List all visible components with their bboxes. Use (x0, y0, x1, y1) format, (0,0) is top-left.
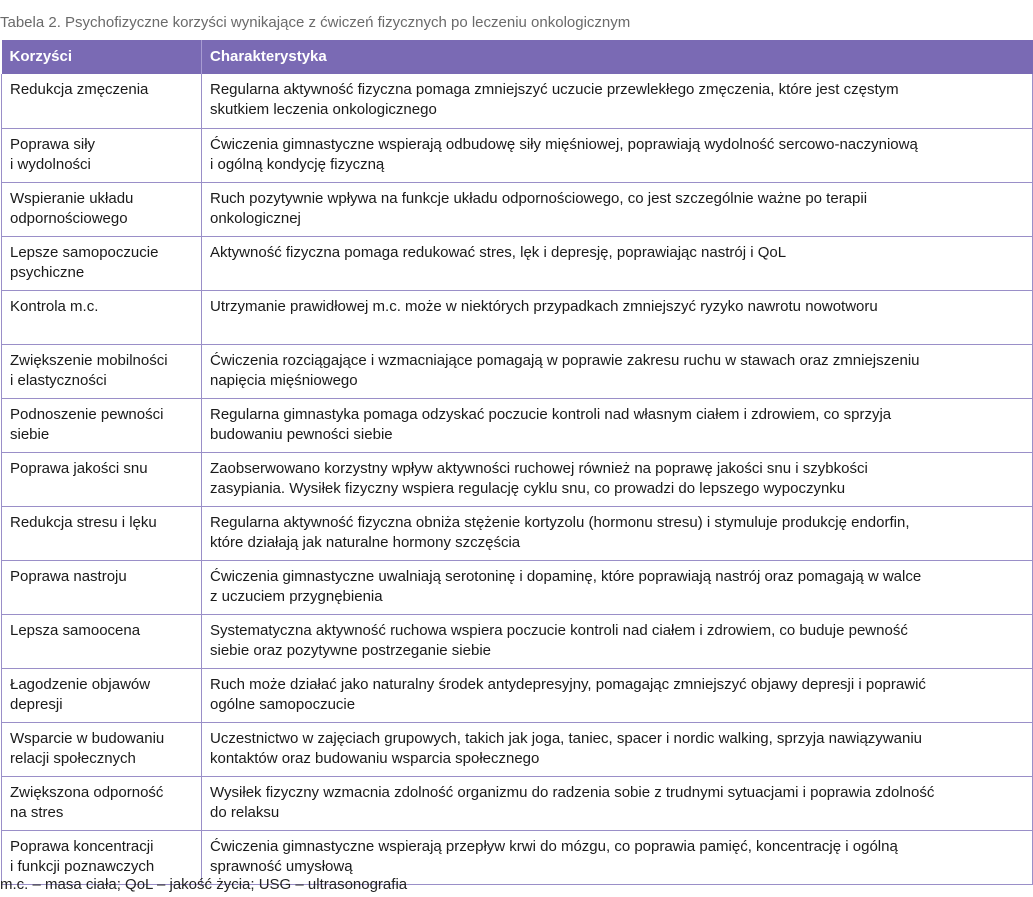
benefit-cell (2, 182, 202, 236)
characteristic-line: ogólne samopoczucie (210, 695, 356, 713)
header-characteristics: Charakterystyka (202, 40, 1033, 74)
benefit-cell (2, 668, 202, 722)
benefit-line: Poprawa koncentracji (10, 837, 154, 855)
benefit-line: Redukcja zmęczenia (10, 81, 149, 98)
benefit-cell (2, 722, 202, 776)
table-row (2, 74, 1033, 128)
benefit-line: relacji społecznych (10, 749, 136, 767)
table-caption: Tabela 2. Psychofizyczne korzyści wynikające z ćwiczeń fizycznych po leczeniu onkologicznym (0, 14, 631, 31)
characteristic-cell (202, 776, 1033, 830)
table-row (2, 290, 1033, 344)
characteristic-line: i ogólną kondycję fizyczną (210, 155, 385, 173)
table-row (2, 452, 1033, 506)
benefit-cell (2, 398, 202, 452)
table-row (2, 668, 1033, 722)
characteristic-line: Utrzymanie prawidłowej m.c. może w niektórych przypadkach zmniejszyć ryzyko nawrotu nowotworu (210, 297, 878, 315)
benefit-line: Poprawa siły (10, 135, 96, 153)
characteristic-line: z uczuciem przygnębienia (210, 587, 383, 605)
benefit-line: Lepsze samopoczucie (10, 243, 159, 261)
characteristic-line: Regularna gimnastyka pomaga odzyskać poczucie kontroli nad własnym ciałem i zdrowiem, co sprzyja (210, 405, 892, 423)
benefit-line: siebie (10, 425, 50, 443)
benefit-line: Wsparcie w budowaniu (10, 729, 165, 747)
characteristic-line: Wysiłek fizyczny wzmacnia zdolność organizmu do radzenia sobie z trudnymi sytuacjami i poprawia zdolność (210, 783, 935, 801)
benefit-line: odpornościowego (10, 209, 128, 227)
characteristic-line: sprawność umysłową (210, 857, 353, 875)
characteristic-line: kontaktów oraz budowaniu wsparcia społecznego (210, 749, 540, 767)
header-benefits: Korzyści (2, 40, 202, 74)
table-row (2, 506, 1033, 560)
table-row (2, 614, 1033, 668)
table-row (2, 128, 1033, 182)
benefit-line: na stres (10, 803, 64, 821)
characteristic-cell (202, 506, 1033, 560)
characteristic-line: Ćwiczenia rozciągające i wzmacniające pomagają w poprawie zakresu ruchu w stawach oraz zmniejszeniu (210, 351, 920, 369)
benefit-line: Wspieranie układu (10, 189, 134, 207)
benefit-line: Lepsza samoocena (10, 621, 141, 639)
table-row (2, 560, 1033, 614)
characteristic-cell (202, 668, 1033, 722)
characteristic-line: Ćwiczenia gimnastyczne wspierają odbudowę siły mięśniowej, poprawiają wydolność sercowo-naczyniową (210, 135, 918, 153)
benefit-line: i elastyczności (10, 371, 107, 389)
characteristic-line: Ruch może działać jako naturalny środek antydepresyjny, pomagając zmniejszyć objawy depresji i poprawić (210, 675, 926, 693)
characteristic-line: napięcia mięśniowego (210, 371, 358, 389)
table-header-row (2, 40, 1033, 74)
benefit-cell (2, 290, 202, 344)
benefit-cell (2, 560, 202, 614)
characteristic-line: Ruch pozytywnie wpływa na funkcje układu odpornościowego, co jest szczególnie ważne po terapii (210, 189, 868, 207)
characteristic-cell (202, 290, 1033, 344)
characteristic-line: budowaniu pewności siebie (210, 425, 393, 443)
characteristic-cell (202, 452, 1033, 506)
benefit-line: Kontrola m.c. (10, 297, 99, 315)
characteristic-line: skutkiem leczenia onkologicznego (210, 101, 437, 118)
benefit-cell (2, 236, 202, 290)
benefit-line: Poprawa nastroju (10, 567, 127, 585)
characteristic-line: zasypiania. Wysiłek fizyczny wspiera regulację cyklu snu, co prowadzi do lepszego wypoczynku (210, 479, 846, 497)
characteristic-cell (202, 128, 1033, 182)
characteristic-cell (202, 614, 1033, 668)
characteristic-cell (202, 74, 1033, 128)
table-row (2, 398, 1033, 452)
characteristic-cell (202, 182, 1033, 236)
characteristic-line: które działają jak naturalne hormony szczęścia (210, 533, 521, 551)
characteristic-line: onkologicznej (210, 209, 301, 227)
characteristic-line: Ćwiczenia gimnastyczne wspierają przepływ krwi do mózgu, co poprawia pamięć, koncentrację i ogólną (210, 837, 898, 855)
benefit-line: Zwiększona odporność (10, 783, 164, 801)
benefit-line: Podnoszenie pewności (10, 405, 164, 423)
characteristic-line: Systematyczna aktywność ruchowa wspiera poczucie kontroli nad ciałem i zdrowiem, co buduje pewność (210, 621, 908, 639)
table-row (2, 344, 1033, 398)
characteristic-line: Zaobserwowano korzystny wpływ aktywności ruchowej również na poprawę jakości snu i szybkości (210, 459, 868, 477)
benefit-line: Zwiększenie mobilności (10, 351, 168, 369)
benefit-line: i wydolności (10, 155, 91, 173)
benefit-line: i funkcji poznawczych (10, 857, 155, 875)
table-row (2, 236, 1033, 290)
characteristic-cell (202, 236, 1033, 290)
benefit-line: Redukcja stresu i lęku (10, 513, 157, 531)
table-row (2, 182, 1033, 236)
benefit-cell (2, 452, 202, 506)
benefit-cell (2, 506, 202, 560)
characteristic-cell (202, 722, 1033, 776)
characteristic-line: Uczestnictwo w zajęciach grupowych, takich jak joga, taniec, spacer i nordic walking, sprzyja nawiązywaniu (210, 729, 922, 747)
characteristic-line: Regularna aktywność fizyczna pomaga zmniejszyć uczucie przewlekłego zmęczenia, które jest częstym (210, 81, 899, 98)
characteristic-line: do relaksu (210, 803, 280, 821)
characteristic-line: Ćwiczenia gimnastyczne uwalniają serotoninę i dopaminę, które poprawiają nastrój oraz pomagają w walce (210, 567, 922, 585)
table-row (2, 722, 1033, 776)
benefit-cell (2, 128, 202, 182)
characteristic-line: siebie oraz pozytywne postrzeganie siebie (210, 641, 491, 659)
characteristic-line: Regularna aktywność fizyczna obniża stężenie kortyzolu (hormonu stresu) i stymuluje produkcję endorfin, (210, 513, 910, 531)
benefit-line: depresji (10, 695, 63, 713)
benefit-cell (2, 614, 202, 668)
benefit-line: psychiczne (10, 263, 85, 281)
table-row (2, 776, 1033, 830)
benefit-cell (2, 74, 202, 128)
benefit-line: Poprawa jakości snu (10, 459, 148, 477)
characteristic-cell (202, 560, 1033, 614)
characteristic-cell (202, 398, 1033, 452)
benefits-table (1, 40, 1033, 885)
benefit-cell (2, 776, 202, 830)
benefit-line: Łagodzenie objawów (10, 675, 151, 693)
benefit-cell (2, 344, 202, 398)
table-footnote: m.c. – masa ciała; QoL – jakość życia; USG – ultrasonografia (0, 876, 408, 893)
characteristic-cell (202, 344, 1033, 398)
table-body (2, 74, 1033, 884)
characteristic-line: Aktywność fizyczna pomaga redukować stres, lęk i depresję, poprawiając nastrój i QoL (210, 243, 787, 261)
